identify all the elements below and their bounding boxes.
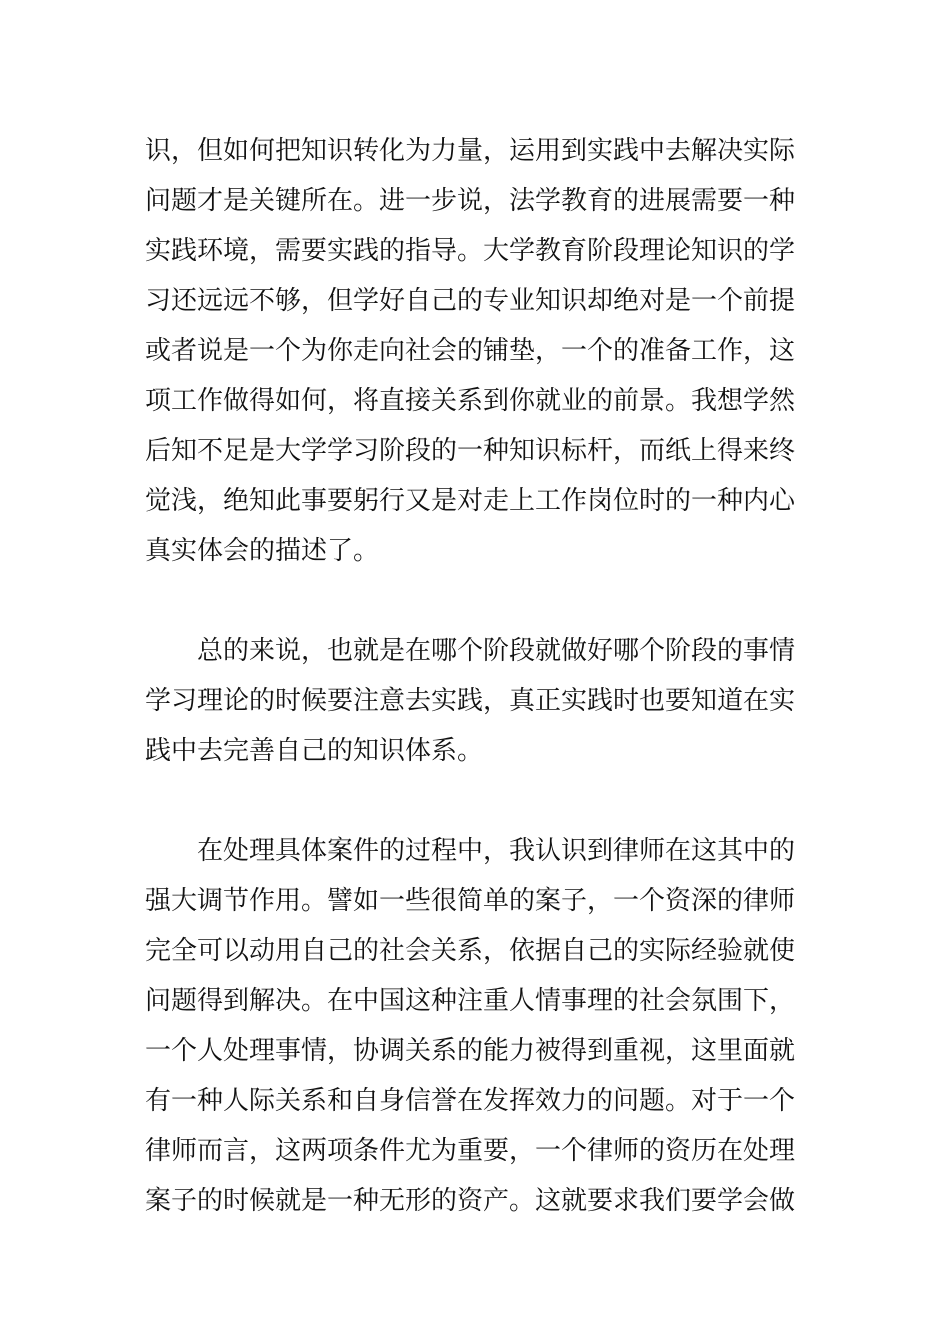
text-line: 习还远远不够，但学好自己的专业知识却绝对是一个前提 bbox=[145, 286, 796, 316]
text-line: 问题得到解决。在中国这种注重人情事理的社会氛围下， bbox=[145, 986, 796, 1016]
text-line: 践中去完善自己的知识体系。 bbox=[145, 736, 484, 766]
text-line: 一个人处理事情，协调关系的能力被得到重视，这里面就 bbox=[145, 1036, 796, 1066]
text-line: 案子的时候就是一种无形的资产。这就要求我们要学会做 bbox=[145, 1186, 796, 1216]
text-line: 学习理论的时候要注意去实践，真正实践时也要知道在实 bbox=[145, 686, 796, 716]
text-line: 完全可以动用自己的社会关系，依据自己的实际经验就使 bbox=[145, 936, 796, 966]
text-line: 有一种人际关系和自身信誉在发挥效力的问题。对于一个 bbox=[145, 1086, 796, 1116]
text-line: 识，但如何把知识转化为力量，运用到实践中去解决实际 bbox=[145, 136, 796, 166]
text-line: 觉浅，绝知此事要躬行又是对走上工作岗位时的一种内心 bbox=[145, 486, 796, 516]
text-line: 或者说是一个为你走向社会的铺垫，一个的准备工作，这 bbox=[145, 336, 796, 366]
text-line: 问题才是关键所在。进一步说，法学教育的进展需要一种 bbox=[145, 186, 796, 216]
text-line: 真实体会的描述了。 bbox=[145, 536, 380, 566]
document-body bbox=[145, 126, 805, 1226]
paragraph-spacer bbox=[145, 576, 805, 626]
paragraph-3 bbox=[145, 826, 805, 1226]
paragraph-2 bbox=[145, 626, 805, 776]
paragraph-spacer bbox=[145, 776, 805, 826]
text-line: 在处理具体案件的过程中，我认识到律师在这其中的 bbox=[197, 836, 796, 866]
text-line: 实践环境，需要实践的指导。大学教育阶段理论知识的学 bbox=[145, 236, 796, 266]
paragraph-1 bbox=[145, 126, 805, 576]
text-line: 总的来说，也就是在哪个阶段就做好哪个阶段的事情 bbox=[197, 636, 796, 666]
text-line: 强大调节作用。譬如一些很简单的案子，一个资深的律师 bbox=[145, 886, 796, 916]
text-line: 后知不足是大学学习阶段的一种知识标杆，而纸上得来终 bbox=[145, 436, 796, 466]
text-line: 律师而言，这两项条件尤为重要，一个律师的资历在处理 bbox=[145, 1136, 796, 1166]
text-line: 项工作做得如何，将直接关系到你就业的前景。我想学然 bbox=[145, 386, 796, 416]
